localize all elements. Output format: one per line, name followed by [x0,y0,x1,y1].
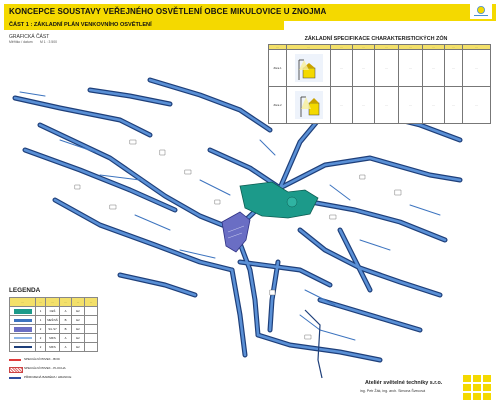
spec-cell: … [423,87,445,124]
legend-cell: E2 [72,334,85,343]
spec-header-cell: … [287,45,331,50]
legend-header-row [10,298,98,307]
company-persons: ing. Petr Žák, ing. arch. Simona Švecová [360,389,426,393]
legend-header-cell: … [85,298,98,307]
spec-header-cell: … [463,45,491,50]
spec-header-cell: … [331,45,353,50]
company-name: Ateliér světelné techniky s.r.o. [365,380,443,386]
purple-area-swatch [14,327,32,332]
section-label: GRAFICKÁ ČÁST [9,34,50,40]
legend-cell: B [60,316,72,325]
legend-special-point [9,357,109,363]
legend-line-label: SPECIÁLNÍ PRVEK - PLOCHA [24,366,66,370]
spec-cell: … [445,50,463,87]
legend-cell: M6/S [46,334,60,343]
lamp-zone-2-icon [295,91,323,119]
legend-line-label: SPECIÁLNÍ PRVEK - BOD [24,357,60,361]
spec-row-zone-2 [269,87,491,124]
legend-special-area [9,366,109,372]
spec-cell: … [445,87,463,124]
spec-title: ZÁKLADNÍ SPECIFIKACE CHARAKTERISTICKÝCH ZÓN [304,36,448,42]
legend-cell: 1 [36,307,46,316]
legend-cell: A [60,343,72,352]
legend-header-cell: … [36,298,46,307]
legend-symbol [10,307,36,316]
spec-cell: … [423,50,445,87]
legend-cell [85,334,98,343]
legend-row [10,307,98,316]
legend-cell: E2 [72,316,85,325]
spec-header-cell: … [445,45,463,50]
legend-row [10,343,98,352]
document-title: KONCEPCE SOUSTAVY VEŘEJNÉHO OSVĚTLENÍ OBCE MIKULOVICE U ZNOJMA [9,7,327,16]
zone-spec-table [268,44,491,124]
legend-cell: 1 [36,316,46,325]
legend-cell: 2 [36,343,46,352]
company-logo [470,4,492,19]
spec-cell: … [399,87,423,124]
legend-cell [85,307,98,316]
legend-header-cell: … [10,298,36,307]
spec-row-zone-1 [269,50,491,87]
legend-cell: 2 [36,334,46,343]
lamp-zone-1-icon [295,54,323,82]
legend-table [9,297,98,352]
spec-header-cell: … [399,45,423,50]
legend-cell: M6/S [46,343,60,352]
legend-cell: E2 [72,343,85,352]
special-point-symbol [9,359,21,361]
spec-header-cell: … [423,45,445,50]
teal-area-swatch [14,309,32,314]
legend-symbol [10,325,36,334]
legend-cell: E2 [72,325,85,334]
spec-cell: … [463,50,491,87]
spec-cell: … [375,50,399,87]
legend-symbol [10,316,36,325]
spec-header-cell: … [353,45,375,50]
zone-name: Zóna 2 [269,87,287,124]
legend-cell: CEŠ [46,307,60,316]
blue-road-swatch [14,319,32,322]
light-blue-road-swatch [14,337,32,339]
legend-cell: A [60,334,72,343]
legend-symbol [10,334,36,343]
zone-name: Zóna 1 [269,50,287,87]
spec-cell: … [353,87,375,124]
legend-cell: A [60,307,72,316]
legend-header-cell: … [46,298,60,307]
legend-cell: MEŠ/SŠ [46,316,60,325]
document-subtitle: ČÁST 1 : ZÁKLADNÍ PLÁN VENKOVNÍHO OSVĚTLENÍ [9,22,152,28]
special-area-symbol [9,367,23,373]
subtitle-bar [4,21,284,30]
barrier-symbol [9,377,21,379]
legend-line-label: PŘIROZENÁ BARIÉRA / HRANICE [24,375,72,379]
legend-cell: S/L S7 [46,325,60,334]
legend-header-cell: … [60,298,72,307]
spec-cell: … [353,50,375,87]
dark-blue-road-swatch [14,346,32,348]
legend-cell: E2 [72,307,85,316]
legend-cell [85,316,98,325]
spec-cell: … [331,87,353,124]
legend-row [10,316,98,325]
spec-cell: … [399,50,423,87]
zone-illustration [287,50,331,87]
legend-row [10,334,98,343]
title-bar [4,4,496,21]
spec-cell: … [463,87,491,124]
legend-cell [85,343,98,352]
spec-cell: … [331,50,353,87]
scale-label: Měřítko / datum [9,40,33,44]
scale-value: M 1 : 3 500 [40,40,57,44]
legend-cell: 2 [36,325,46,334]
legend-header-cell: … [72,298,85,307]
legend-symbol [10,343,36,352]
legend-title: LEGENDA [9,287,41,294]
legend-cell [85,325,98,334]
spec-header-cell: … [269,45,287,50]
legend-natural-barrier [9,375,109,381]
zone-illustration [287,87,331,124]
spec-header-cell: … [375,45,399,50]
company-logo-grid [462,374,492,401]
legend-cell: B [60,325,72,334]
legend-row [10,325,98,334]
spec-cell: … [375,87,399,124]
